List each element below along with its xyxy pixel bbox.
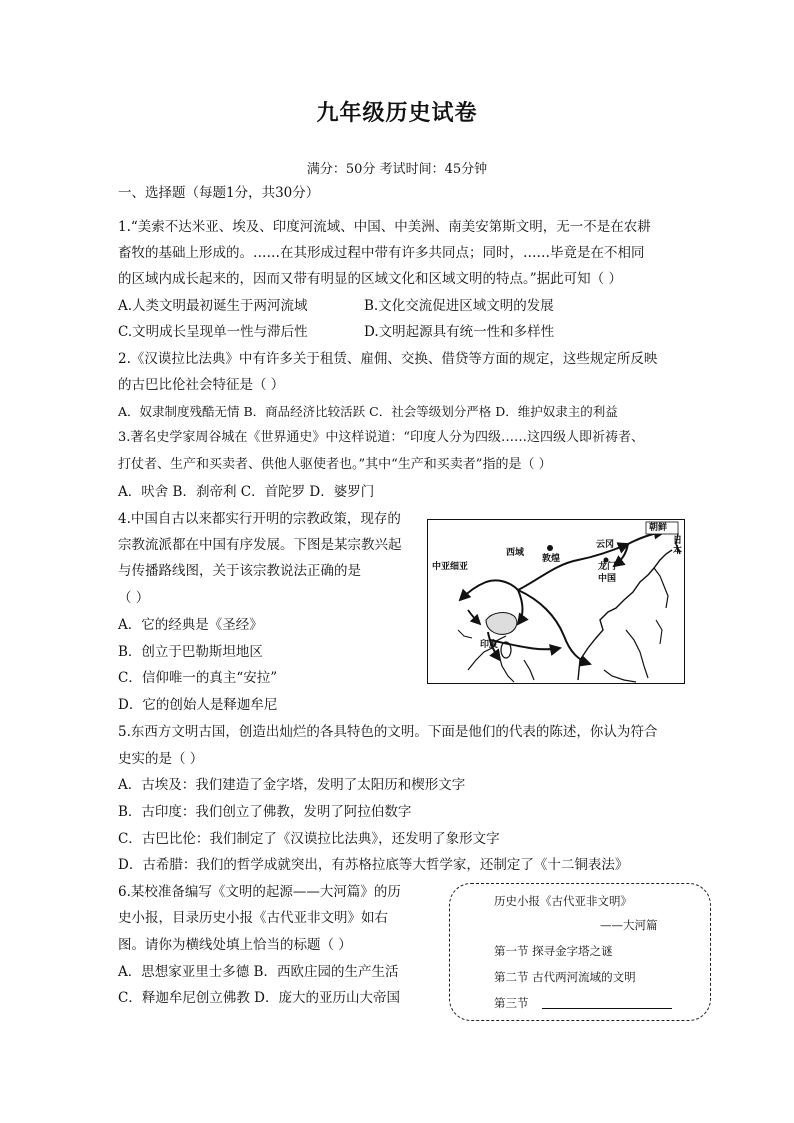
q5-line-2: 史实的是（ ） [118,751,204,767]
exam-subtitle: 满分：50分 考试时间：45分钟 [306,162,488,177]
newspaper-section-1: 第一节 探寻金字塔之谜 [494,944,613,958]
map-label-central-asia: 中亚细亚 [432,562,469,572]
map-drawing [428,520,684,683]
q5-option-a[interactable]: A．古埃及：我们建造了金字塔，发明了太阳历和楔形文字 [118,777,466,793]
q3-line-1: 3.著名史学家周谷城在《世界通史》中这样说道：“印度人分为四级……这四级人即祈祷者、 [118,430,645,445]
q4-option-b[interactable]: B．创立于巴勒斯坦地区 [118,644,263,660]
history-newspaper-box [449,883,711,1021]
q2-line-1: 2.《汉谟拉比法典》中有许多关于租赁、雇佣、交换、借贷等方面的规定，这些规定所反映 [118,351,658,367]
q4-line-4: （ ） [118,590,150,606]
section-heading: 一、选择题（每题1分，共30分） [118,185,320,201]
q1-line-3: 的区域内成长起来的，因而又带有明显的区域文化和区域文明的特点。”据此可知（ ） [118,271,622,287]
q6-options-cd[interactable]: C．释迦牟尼创立佛教 D．庞大的亚历山大帝国 [118,990,400,1006]
map-label-india: 印度 [480,640,499,650]
q2-line-2: 的古巴比伦社会特征是（ ） [118,377,285,393]
map-label-japan: 日本 [673,536,683,556]
map-label-longmen: 龙门 [598,562,617,572]
q6-options-ab[interactable]: A．思想家亚里士多德 B．西欧庄园的生产生活 [118,964,399,980]
map-label-dunhuang: 敦煌 [542,554,561,564]
q2-options[interactable]: A．奴隶制度残酷无情 B．商品经济比较活跃 C．社会等级划分严格 D．维护奴隶主的利益 [118,404,618,419]
q5-option-d[interactable]: D．古希腊：我们的哲学成就突出，有苏格拉底等大哲学家，还制定了《十二铜表法》 [118,857,629,873]
q4-option-c[interactable]: C．信仰唯一的真主“安拉” [118,670,278,686]
map-label-korea: 朝鲜 [649,523,668,533]
q6-line-1: 6.某校准备编写《文明的起源——大河篇》的历 [118,884,401,900]
q4-option-a[interactable]: A．它的经典是《圣经》 [118,617,263,633]
newspaper-subheading: ——大河篇 [600,918,658,932]
map-label-xiyu: 西域 [506,548,525,558]
q6-line-3: 图。请你为横线处填上恰当的标题（ ） [118,937,352,953]
q4-line-1: 4.中国自古以来都实行开明的宗教政策，现存的 [118,511,401,527]
q1-line-2: 畜牧的基础上形成的。……在其形成过程中带有许多共同点；同时，……毕竟是在不相同 [118,245,645,261]
q4-line-3: 与传播路线图，关于该宗教说法正确的是 [118,563,361,579]
q4-line-2: 宗教流派都在中国有序发展。下图是某宗教兴起 [118,537,402,553]
exam-title: 九年级历史试卷 [316,100,478,126]
map-label-yungang: 云冈 [596,540,615,550]
newspaper-section-2: 第二节 古代两河流域的文明 [494,970,636,984]
q6-line-2: 史小报，目录历史小报《古代亚非文明》如右 [118,910,388,926]
religion-spread-map [427,519,685,684]
q5-line-1: 5.东西方文明古国，创造出灿烂的各具特色的文明。下面是他们的代表的陈述，你认为符合 [118,724,658,740]
q4-option-d[interactable]: D．它的创始人是释迦牟尼 [118,697,278,713]
q1-option-c[interactable]: C.文明成长呈现单一性与滞后性 [118,324,308,340]
q1-line-1: 1.“美索不达米亚、埃及、印度河流域、中国、中美洲、南美安第斯文明，无一不是在农耕 [118,219,651,235]
q1-option-b[interactable]: B.文化交流促进区域文明的发展 [364,298,554,314]
q1-option-a[interactable]: A.人类文明最初诞生于两河流域 [118,298,308,314]
q5-option-b[interactable]: B．古印度：我们创立了佛教，发明了阿拉伯数字 [118,804,412,820]
q3-line-2: 打仗者、生产和买卖者、供他人驱使者也。”其中“生产和买卖者”指的是（ ） [118,457,552,472]
q1-option-d[interactable]: D.文明起源具有统一性和多样性 [364,324,555,340]
map-label-china: 中国 [598,574,617,584]
q5-option-c[interactable]: C．古巴比伦：我们制定了《汉谟拉比法典》，还发明了象形文字 [118,831,500,847]
newspaper-section-3: 第三节 [494,996,529,1010]
q3-options[interactable]: A．吠舍 B．刹帝利 C．首陀罗 D．婆罗门 [118,484,375,500]
newspaper-heading: 历史小报《古代亚非文明》 [494,894,632,908]
newspaper-blank-line[interactable] [542,1008,672,1009]
